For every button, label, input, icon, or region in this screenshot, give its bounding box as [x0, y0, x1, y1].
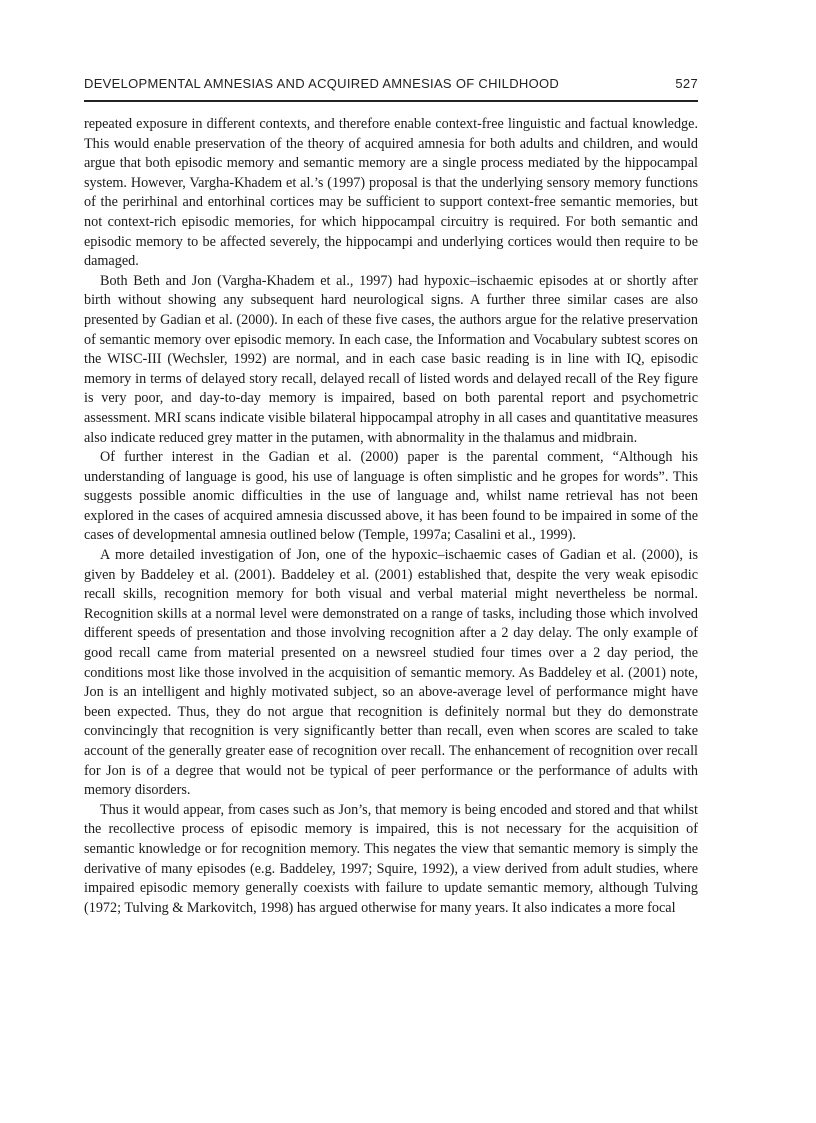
body-text	[84, 115, 698, 918]
paragraph-5: Thus it would appear, from cases such as Jon’s, that memory is being encoded and stored and that whilst the recollective process of episodic memory is impaired, this is not necessary for the acquisition of semantic knowledge or for recognition memory. This negates the view that semantic memory is simply the derivative of many episodes (e.g. Baddeley, 1997; Squire, 1992), a view derived from adult studies, where impaired episodic memory generally coexists with failure to update semantic memory, although Tulving (1972; Tulving & Markovitch, 1998) has argued otherwise for many years. It also indicates a more focal	[84, 801, 698, 916]
paragraph-3: Of further interest in the Gadian et al. (2000) paper is the parental comment, “Although his understanding of language is good, his use of language is often simplistic and he gropes for words”. This suggests possible anomic difficulties in the use of language and, whilst name retrieval has not been explored in the cases of acquired amnesia discussed above, it has been found to be impaired in some of the cases of developmental amnesia outlined below (Temple, 1997a; Casalini et al., 1999).	[84, 449, 698, 544]
header-rule	[84, 100, 698, 102]
paragraph-2: Both Beth and Jon (Vargha-Khadem et al., 1997) had hypoxic–ischaemic episodes at or shortly after birth without showing any subsequent hard neurological signs. A further three similar cases are also presented by Gadian et al. (2000). In each of these five cases, the authors argue for the relative preservation of semantic memory over episodic memory. In each case, the Information and Vocabulary subtest scores on the WISC-III (Wechsler, 1992) are normal, and in each case basic reading is in line with IQ, episodic memory in terms of delayed story recall, delayed recall of listed words and delayed recall of the Rey figure is very poor, and day-to-day memory is impaired, based on both parental report and psychometric assessment. MRI scans indicate visible bilateral hippocampal atrophy in all cases and quantitative measures also indicate reduced grey matter in the putamen, with abnormality in the thalamus and midbrain.	[84, 272, 698, 446]
paragraph-1: repeated exposure in different contexts, and therefore enable context-free linguistic and factual knowledge. This would enable preservation of the theory of acquired amnesia for both adults and children, and would argue that both episodic memory and semantic memory are a single process mediated by the hippocampal system. However, Vargha-Khadem et al.’s (1997) proposal is that the underlying sensory memory functions of the perirhinal and entorhinal cortices may be sufficient to support context-free semantic memories, but not context-rich episodic memories, for which hippocampal circuitry is required. For both semantic and episodic memory to be affected severely, the hippocampi and underlying cortices would then require to be damaged.	[84, 116, 698, 270]
running-title: DEVELOPMENTAL AMNESIAS AND ACQUIRED AMNESIAS OF CHILDHOOD	[84, 76, 560, 91]
running-header	[84, 76, 698, 96]
paragraph-4: A more detailed investigation of Jon, one of the hypoxic–ischaemic cases of Gadian et al. (2000), is given by Baddeley et al. (2001). Baddeley et al. (2001) established that, despite the very weak episodic recall skills, recognition memory for both visual and verbal material might nevertheless be normal. Recognition skills at a normal level were demonstrated on a range of tasks, including those which involved different speeds of presentation and those involving recognition after a 2 day delay. The only example of good recall came from material presented on a newsreel studied four times over a 2 day period, the conditions most like those involved in the acquisition of semantic memory. As Baddeley et al. (2001) note, Jon is an intelligent and highly motivated subject, so an above-average level of performance might have been expected. Thus, they do not argue that recognition is definitely normal but they do demonstrate convincingly that recognition is very significantly better than recall, even when scores are scaled to take account of the generally greater ease of recognition over recall. The enhancement of recognition over recall for Jon is of a degree that would not be typical of peer performance or the performance of adults with memory disorders.	[84, 547, 698, 799]
page-number: 527	[675, 76, 698, 91]
